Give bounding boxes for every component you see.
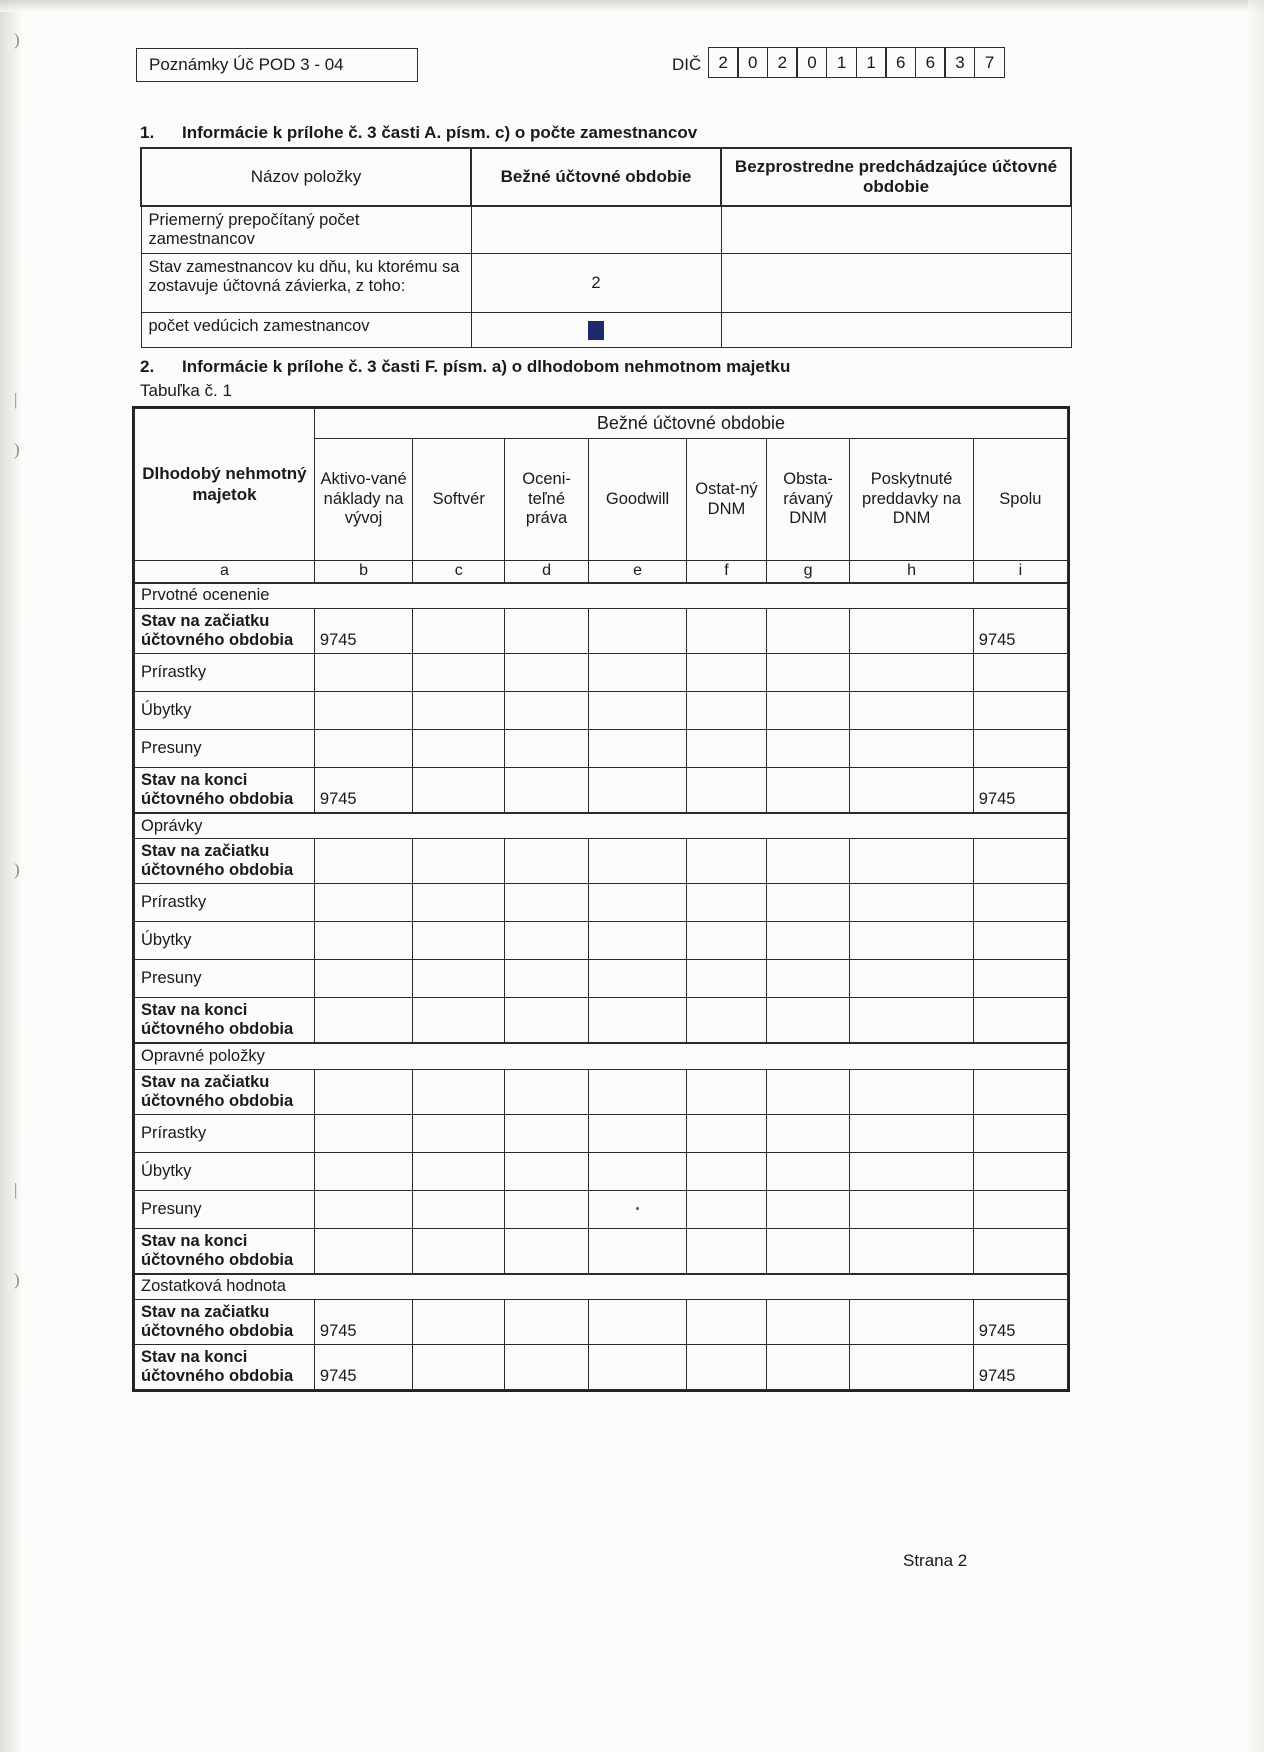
cell-value	[413, 1228, 505, 1273]
cell-value	[314, 960, 412, 998]
table-header-row	[141, 148, 1071, 206]
period-header: Bežné účtovné obdobie	[314, 409, 1067, 439]
table-row	[135, 839, 1068, 884]
cell-value	[687, 1228, 766, 1273]
row-label: Stav na začiatku účtovného obdobia	[135, 1069, 315, 1114]
cell-value	[687, 922, 766, 960]
cell-value	[766, 1152, 850, 1190]
table-row	[135, 1228, 1068, 1273]
cell-value	[850, 1190, 973, 1228]
cell-value	[687, 998, 766, 1043]
cell-value	[850, 767, 973, 812]
dic-digit-boxes	[709, 47, 1005, 78]
cell-value	[766, 767, 850, 812]
cell-value	[850, 839, 973, 884]
cell-value	[413, 653, 505, 691]
row-label: Prírastky	[135, 1114, 315, 1152]
cell-value	[588, 729, 686, 767]
cell-value	[588, 609, 686, 654]
cell-value	[505, 691, 589, 729]
cell-value	[766, 839, 850, 884]
cell-value	[314, 998, 412, 1043]
cell-value: 9745	[973, 1300, 1067, 1345]
cell-value	[413, 767, 505, 812]
cell-value	[588, 1152, 686, 1190]
section2-subtitle: Tabuľka č. 1	[140, 381, 232, 400]
cell-value	[413, 1190, 505, 1228]
cell-value	[850, 1069, 973, 1114]
col-header-name: Názov položky	[141, 148, 471, 206]
cell-value	[766, 691, 850, 729]
group-header-row	[135, 1043, 1068, 1069]
group-title-accumulated-depreciation: Oprávky	[135, 813, 1068, 839]
dic-label: DIČ	[672, 55, 702, 74]
col-header-current: Bežné účtovné obdobie	[471, 148, 721, 206]
row-label: Presuny	[135, 1190, 315, 1228]
cell-value	[973, 1228, 1067, 1273]
cell-value	[505, 653, 589, 691]
row-label: Stav na začiatku účtovného obdobia	[135, 839, 315, 884]
table-row	[141, 206, 1071, 254]
row-value-previous	[721, 206, 1071, 254]
period-header-row	[135, 409, 1068, 439]
table-row	[141, 254, 1071, 313]
cell-value	[687, 839, 766, 884]
cell-value	[413, 729, 505, 767]
cell-value	[588, 1114, 686, 1152]
cell-value	[413, 839, 505, 884]
cell-value	[588, 1228, 686, 1273]
cell-value	[850, 1114, 973, 1152]
group-title-value-adjustments: Opravné položky	[135, 1043, 1068, 1069]
group-header-row	[135, 813, 1068, 839]
cell-value	[314, 1152, 412, 1190]
cell-value	[505, 960, 589, 998]
scan-edge-right	[1248, 0, 1264, 1752]
section1-number: 1.	[140, 123, 155, 142]
margin-mark: )	[14, 440, 20, 459]
cell-value	[973, 691, 1067, 729]
cell-value	[588, 767, 686, 812]
cell-value	[687, 609, 766, 654]
cell-value	[973, 1152, 1067, 1190]
intangible-assets-table	[134, 408, 1068, 1390]
cell-value	[505, 1345, 589, 1390]
cell-value	[687, 691, 766, 729]
cell-value	[850, 653, 973, 691]
cell-value	[314, 839, 412, 884]
row-label: počet vedúcich zamestnancov	[141, 313, 471, 348]
margin-mark: )	[14, 30, 20, 49]
col-header-previous: Bezprostredne predchádzajúce účtovné obdobie	[721, 148, 1071, 206]
intangible-assets-table-wrapper	[132, 406, 1070, 1392]
cell-value	[850, 922, 973, 960]
cell-value	[766, 922, 850, 960]
row-label: Stav na začiatku účtovného obdobia	[135, 609, 315, 654]
table-row	[135, 884, 1068, 922]
cell-value	[687, 960, 766, 998]
cell-value	[766, 884, 850, 922]
cell-value	[973, 729, 1067, 767]
cell-value	[766, 1190, 850, 1228]
letter-b: b	[314, 561, 412, 583]
table-row	[135, 922, 1068, 960]
cell-value	[505, 1228, 589, 1273]
table-row	[135, 609, 1068, 654]
row-value-current: 2	[471, 254, 721, 313]
row-value-previous	[721, 313, 1071, 348]
cell-value	[588, 839, 686, 884]
letter-c: c	[413, 561, 505, 583]
dic-digit: 1	[826, 47, 857, 78]
cell-value	[505, 767, 589, 812]
cell-value	[505, 1300, 589, 1345]
cell-value	[505, 922, 589, 960]
cell-value	[588, 691, 686, 729]
cell-value	[588, 1345, 686, 1390]
row-label: Prírastky	[135, 653, 315, 691]
cell-value: 9745	[973, 767, 1067, 812]
row-label: Stav na konci účtovného obdobia	[135, 767, 315, 812]
form-code-box	[136, 48, 418, 82]
row-label: Presuny	[135, 729, 315, 767]
row-value-previous	[721, 254, 1071, 313]
cell-value	[588, 1069, 686, 1114]
cell-value	[314, 691, 412, 729]
letter-row	[135, 561, 1068, 583]
cell-value	[687, 1345, 766, 1390]
dic-digit: 7	[974, 47, 1005, 78]
cell-value	[413, 1114, 505, 1152]
table-row	[135, 1300, 1068, 1345]
table-row	[135, 998, 1068, 1043]
row-label: Úbytky	[135, 691, 315, 729]
row-label: Úbytky	[135, 1152, 315, 1190]
margin-mark: |	[14, 1180, 18, 1199]
cell-value: 9745	[314, 1300, 412, 1345]
margin-mark: )	[14, 860, 20, 879]
cell-value	[973, 1069, 1067, 1114]
cell-value	[314, 1114, 412, 1152]
dic-digit: 6	[885, 47, 916, 78]
col-header-goodwill: Goodwill	[588, 439, 686, 561]
cell-value	[505, 839, 589, 884]
cell-value	[413, 998, 505, 1043]
table-row	[135, 1345, 1068, 1390]
cell-value	[973, 884, 1067, 922]
cell-value	[505, 609, 589, 654]
margin-mark: |	[14, 390, 18, 409]
cell-value	[850, 1228, 973, 1273]
cell-value: 9745	[314, 1345, 412, 1390]
cell-value	[687, 1069, 766, 1114]
table-row	[135, 960, 1068, 998]
dic-digit: 1	[856, 47, 887, 78]
group-header-row	[135, 1274, 1068, 1300]
page-number: Strana 2	[903, 1551, 968, 1570]
dic-digit: 2	[767, 47, 798, 78]
cell-value	[850, 691, 973, 729]
cell-value	[505, 1152, 589, 1190]
cell-value	[588, 884, 686, 922]
cell-value	[588, 998, 686, 1043]
cell-value	[413, 1152, 505, 1190]
section1-title	[140, 123, 697, 143]
table-row	[135, 1069, 1068, 1114]
cell-value	[687, 884, 766, 922]
row-label: Priemerný prepočítaný počet zamestnancov	[141, 206, 471, 254]
letter-g: g	[766, 561, 850, 583]
letter-d: d	[505, 561, 589, 583]
cell-value	[314, 653, 412, 691]
col-header-total: Spolu	[973, 439, 1067, 561]
cell-value	[766, 729, 850, 767]
cell-value	[973, 960, 1067, 998]
cell-value	[766, 1228, 850, 1273]
cell-value	[850, 998, 973, 1043]
section2-title-text: Informácie k prílohe č. 3 časti F. písm. a) o dlhodobom nehmotnom majetku	[182, 357, 791, 376]
row-label: Presuny	[135, 960, 315, 998]
cell-value	[973, 839, 1067, 884]
cell-value	[766, 653, 850, 691]
cell-value	[588, 1300, 686, 1345]
cell-value	[766, 1069, 850, 1114]
cell-value	[766, 1300, 850, 1345]
cell-value	[314, 884, 412, 922]
cell-value	[588, 960, 686, 998]
row-label: Prírastky	[135, 884, 315, 922]
cell-value	[413, 960, 505, 998]
cell-value	[687, 653, 766, 691]
cell-value	[687, 729, 766, 767]
dic-digit: 6	[915, 47, 946, 78]
row-label: Stav na konci účtovného obdobia	[135, 1228, 315, 1273]
row-value-current	[471, 313, 721, 348]
cell-value	[850, 1345, 973, 1390]
cell-value	[314, 922, 412, 960]
cell-value	[850, 960, 973, 998]
cell-value	[588, 922, 686, 960]
cell-value	[687, 767, 766, 812]
cell-value	[413, 1300, 505, 1345]
row-value-current-text: 1	[588, 321, 603, 340]
cell-value: 9745	[973, 1345, 1067, 1390]
cell-value	[850, 884, 973, 922]
col-header-software: Softvér	[413, 439, 505, 561]
cell-value	[687, 1300, 766, 1345]
row-label: Stav zamestnancov ku dňu, ku ktorému sa zostavuje účtovná závierka, z toho:	[141, 254, 471, 313]
cell-value	[766, 609, 850, 654]
table-row	[135, 691, 1068, 729]
cell-value	[687, 1190, 766, 1228]
row-label: Stav na konci účtovného obdobia	[135, 1345, 315, 1390]
table-row	[135, 1152, 1068, 1190]
col-header-other-dnm: Ostat-ný DNM	[687, 439, 766, 561]
cell-value	[766, 998, 850, 1043]
cell-value: 9745	[314, 767, 412, 812]
cell-value	[314, 1190, 412, 1228]
cell-value	[766, 1114, 850, 1152]
dic-digit: 3	[944, 47, 975, 78]
col-header-capitalized-dev: Aktivo-vané náklady na vývoj	[314, 439, 412, 561]
cell-value	[505, 1190, 589, 1228]
cell-value	[314, 729, 412, 767]
cell-value: 9745	[973, 609, 1067, 654]
table-row	[135, 1114, 1068, 1152]
letter-i: i	[973, 561, 1067, 583]
dic-digit: 0	[796, 47, 827, 78]
group-title-primary-valuation: Prvotné ocenenie	[135, 583, 1068, 609]
table-row	[135, 653, 1068, 691]
row-label: Úbytky	[135, 922, 315, 960]
section1-title-text: Informácie k prílohe č. 3 časti A. písm. c) o počte zamestnancov	[182, 123, 698, 142]
scan-edge-top	[0, 0, 1264, 12]
row-label: Stav na začiatku účtovného obdobia	[135, 1300, 315, 1345]
cell-value	[687, 1152, 766, 1190]
cell-value	[850, 729, 973, 767]
cell-value	[973, 998, 1067, 1043]
cell-value	[687, 1114, 766, 1152]
cell-value	[766, 1345, 850, 1390]
cell-value	[588, 653, 686, 691]
cell-value	[505, 998, 589, 1043]
section2-title	[140, 357, 790, 377]
col-header-valuable-rights: Oceni-teľné práva	[505, 439, 589, 561]
cell-value	[973, 922, 1067, 960]
group-header-row	[135, 583, 1068, 609]
letter-e: e	[588, 561, 686, 583]
cell-value	[588, 1190, 686, 1228]
cell-value	[973, 653, 1067, 691]
cell-value	[413, 1069, 505, 1114]
group-title-residual-value: Zostatková hodnota	[135, 1274, 1068, 1300]
cell-value	[505, 884, 589, 922]
letter-f: f	[687, 561, 766, 583]
row-value-current	[471, 206, 721, 254]
cell-value	[413, 1345, 505, 1390]
row-header-title: Dlhodobý nehmotný majetok	[135, 409, 315, 561]
dic-digit: 0	[737, 47, 768, 78]
cell-value	[766, 960, 850, 998]
table-row	[135, 729, 1068, 767]
cell-value	[850, 609, 973, 654]
letter-h: h	[850, 561, 973, 583]
cell-value	[413, 691, 505, 729]
cell-value: 9745	[314, 609, 412, 654]
cell-value	[413, 922, 505, 960]
table-row	[135, 767, 1068, 812]
margin-mark: )	[14, 1270, 20, 1289]
cell-value	[505, 1114, 589, 1152]
row-label: Stav na konci účtovného obdobia	[135, 998, 315, 1043]
cell-value	[413, 609, 505, 654]
employees-table	[140, 147, 1072, 348]
table-row	[135, 1190, 1068, 1228]
cell-value	[850, 1300, 973, 1345]
cell-value	[973, 1190, 1067, 1228]
letter-a: a	[135, 561, 315, 583]
section2-number: 2.	[140, 357, 155, 376]
cell-value	[505, 729, 589, 767]
cell-value	[973, 1114, 1067, 1152]
cell-value	[413, 884, 505, 922]
table-row	[141, 313, 1071, 348]
cell-value	[314, 1069, 412, 1114]
cell-value	[850, 1152, 973, 1190]
form-code-text: Poznámky Úč POD 3 - 04	[149, 55, 344, 74]
col-header-advances-dnm: Poskytnuté preddavky na DNM	[850, 439, 973, 561]
cell-value	[505, 1069, 589, 1114]
col-header-acquired-dnm: Obsta-rávaný DNM	[766, 439, 850, 561]
cell-value	[314, 1228, 412, 1273]
dic-digit: 2	[708, 47, 739, 78]
